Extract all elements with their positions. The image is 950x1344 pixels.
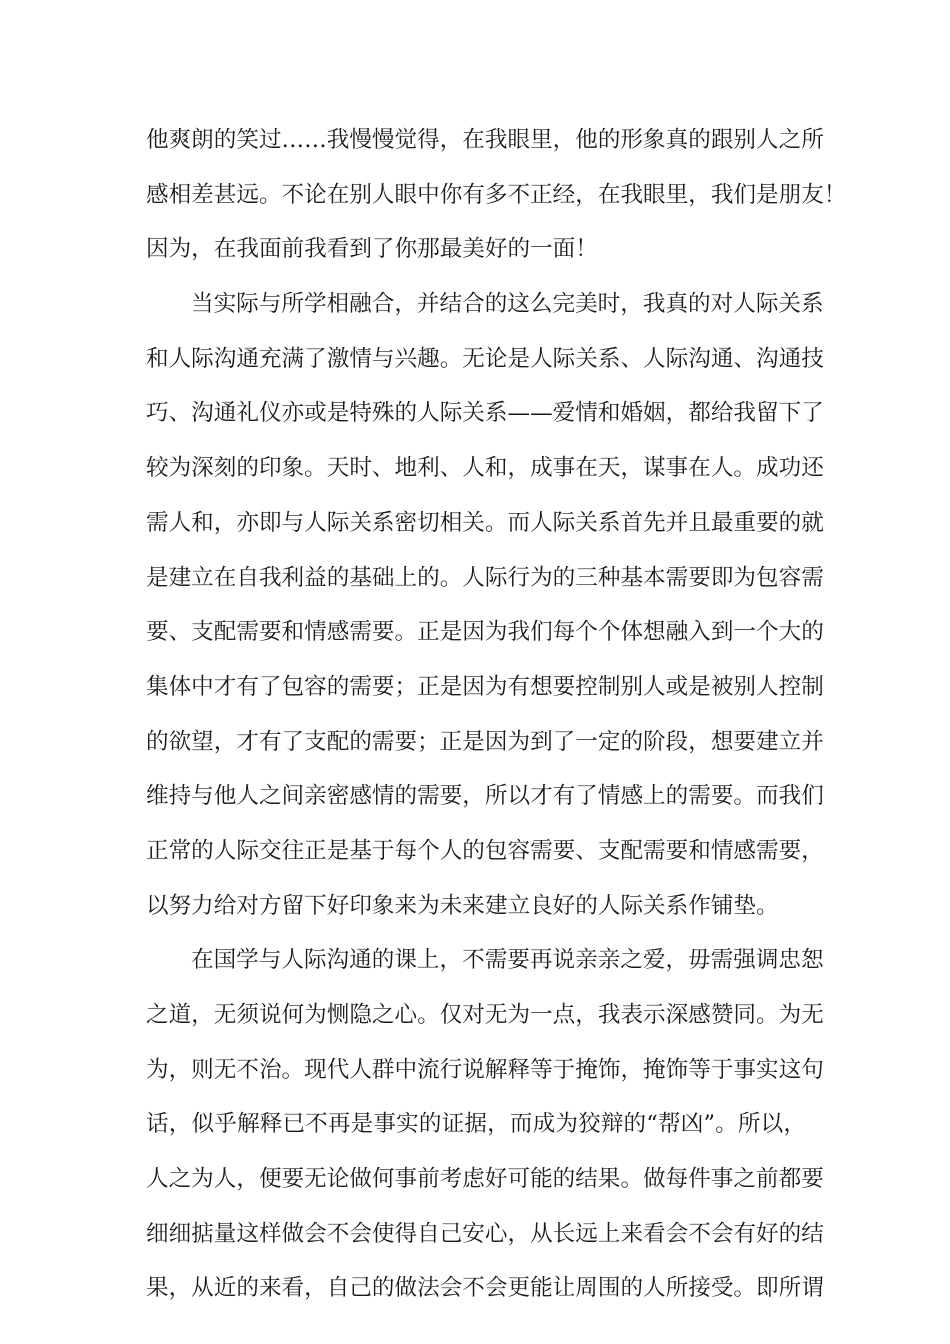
text-line: 集体中才有了包容的需要；正是因为有想要控制别人或是被别人控制: [146, 673, 824, 700]
text-line: 因为，在我面前我看到了你那最美好的一面！: [146, 236, 598, 263]
text-line: 要、支配需要和情感需要。正是因为我们每个个体想融入到一个大的: [146, 619, 824, 646]
text-line: 较为深刻的印象。天时、地利、人和，成事在天，谋事在人。成功还: [146, 455, 824, 482]
text-line: 他爽朗的笑过……我慢慢觉得，在我眼里，他的形象真的跟别人之所: [146, 127, 824, 153]
text-line: 在国学与人际沟通的课上，不需要再说亲亲之爱，毋需强调忠恕: [191, 947, 824, 974]
body-text: [146, 113, 847, 1316]
text-line: 维持与他人之间亲密感情的需要，所以才有了情感上的需要。而我们: [146, 783, 824, 810]
text-line: 当实际与所学相融合，并结合的这么完美时，我真的对人际关系: [191, 291, 824, 318]
text-line: 话，似乎解释已不再是事实的证据，而成为狡辩的“帮凶”。所以，: [146, 1111, 806, 1138]
text-line: 细细掂量这样做会不会使得自己安心，从长远上来看会不会有好的结: [146, 1220, 824, 1247]
text-line: 正常的人际交往正是基于每个人的包容需要、支配需要和情感需要，: [146, 837, 824, 864]
text-line: 感相差甚远。不论在别人眼中你有多不正经，在我眼里，我们是朋友！: [146, 181, 847, 208]
text-line: 和人际沟通充满了激情与兴趣。无论是人际关系、人际沟通、沟通技: [146, 345, 824, 372]
text-line: 人之为人，便要无论做何事前考虑好可能的结果。做每件事之前都要: [146, 1166, 824, 1193]
text-line: 的欲望，才有了支配的需要；正是因为到了一定的阶段，想要建立并: [146, 728, 824, 755]
text-line: 巧、沟通礼仪亦或是特殊的人际关系——爱情和婚姻，都给我留下了: [146, 400, 824, 427]
text-line: 需人和，亦即与人际关系密切相关。而人际关系首先并且最重要的就: [146, 509, 824, 536]
text-line: 是建立在自我利益的基础上的。人际行为的三种基本需要即为包容需: [146, 564, 824, 591]
text-line: 果，从近的来看，自己的做法会不会更能让周围的人所接受。即所谓: [146, 1275, 824, 1302]
text-line: 为，则无不治。现代人群中流行说解释等于掩饰，掩饰等于事实这句: [146, 1056, 824, 1083]
text-line: 以努力给对方留下好印象来为未来建立良好的人际关系作铺垫。: [146, 892, 779, 919]
text-line: 之道，无须说何为恻隐之心。仅对无为一点，我表示深感赞同。为无: [146, 1002, 824, 1028]
